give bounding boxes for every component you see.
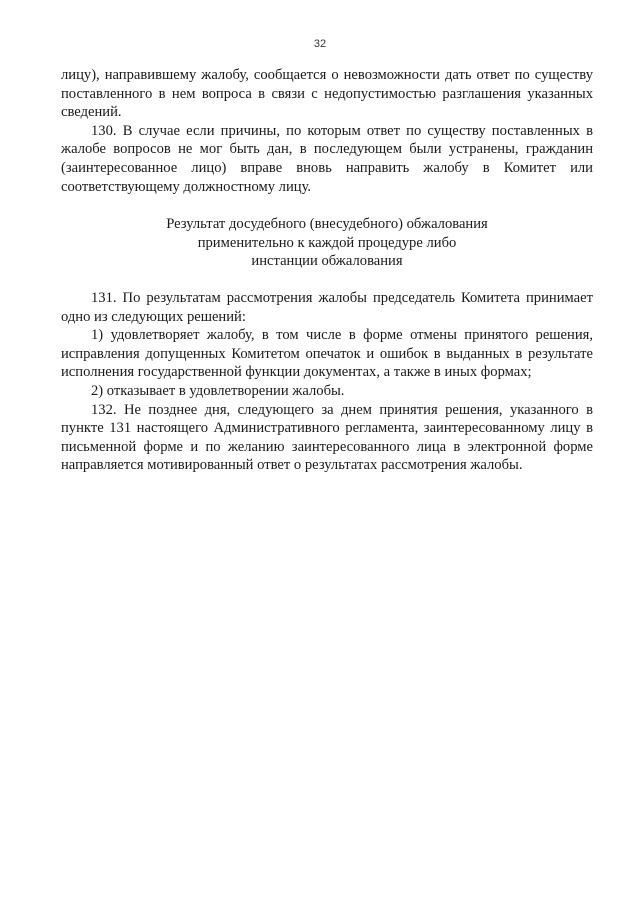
paragraph-130: 130. В случае если причины, по которым ответ по существу поставленных в жалобе вопросов не мог быть дан, в последующем были устранены, гражданин (заинтересованное лицо) вправе вновь направить жалобу в Комитет или соответствующему должностному лицу. <box>61 122 593 195</box>
paragraph-continuation: лицу), направившему жалобу, сообщается о невозможности дать ответ по существу поставленного в нем вопроса в связи с недопустимостью разглашения указанных сведений. <box>61 67 593 121</box>
page-number: 32 <box>313 38 327 50</box>
paragraph-131: 131. По результатам рассмотрения жалобы председатель Комитета принимает одно из следующих решений: <box>61 289 593 325</box>
section-heading <box>61 215 593 271</box>
section-heading-line: инстанции обжалования <box>251 253 403 270</box>
paragraph-131-item-1: 1) удовлетворяет жалобу, в том числе в форме отмены принятого решения, исправления допущенных Комитетом опечаток и ошибок в выданных в результате исполнения государственной функции документах, а также в иных формах; <box>61 327 593 381</box>
paragraph-131-item-2: 2) отказывает в удовлетворении жалобы. <box>91 382 345 399</box>
document-body <box>61 66 593 475</box>
section-heading-line: применительно к каждой процедуре либо <box>197 234 457 251</box>
paragraph-132: 132. Не позднее дня, следующего за днем принятия решения, указанного в пункте 131 настоящего Административного регламента, заинтересованному лицу в письменной форме и по желанию заинтересованного лица в электронной форме направляется мотивированный ответ о результатах рассмотрения жалобы. <box>61 401 593 474</box>
section-heading-line: Результат досудебного (внесудебного) обжалования <box>166 216 488 233</box>
